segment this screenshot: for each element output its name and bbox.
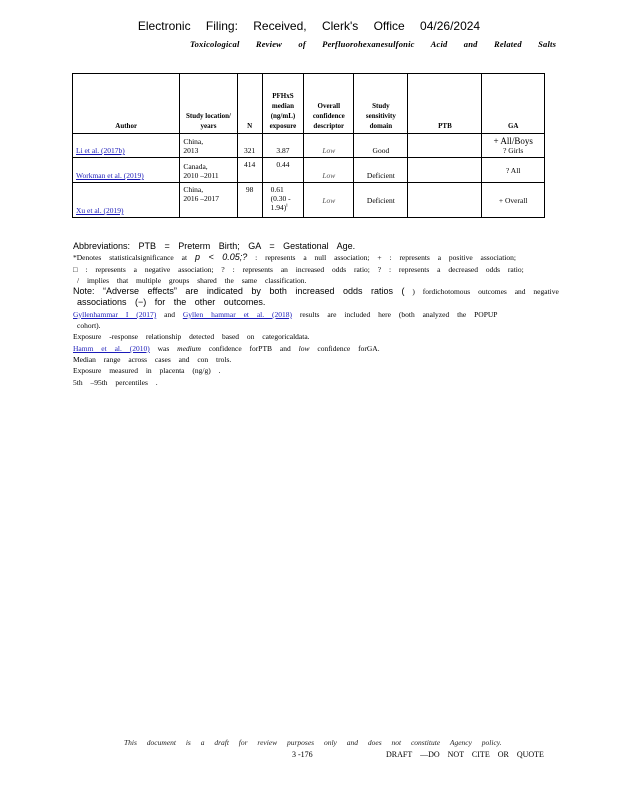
results-table [72,73,545,218]
gyllenhammar-note: Gyllenhammar I (2017) and Gyllen hammar et al. (2018) results are included here (both analyzed the POPUP [73,309,498,319]
groups-note: / implies that multiple groups shared the same classification. [77,275,307,285]
table-row [73,158,545,183]
ga-value: + Overall [482,183,545,218]
confidence-value: Low [304,134,354,158]
exposure-value: 3.87 [262,134,304,158]
sensitivity-value: Deficient [354,158,408,183]
associations-note: associations (−) for the other outcomes. [77,297,266,308]
exposure-value: 0.44 [262,158,304,183]
reference-link[interactable]: Gyllen hammar et al. (2018) [182,309,293,319]
reference-link[interactable]: Hamm et al. (2010) [73,343,150,353]
disclaimer-footer: This document is a draft for review purposes only and does not constitute Agency policy. [124,738,502,747]
sample-size: 321 [237,134,262,158]
header-study: Study location/ years [180,74,237,134]
confidence-value: Low [304,183,354,218]
header-ga: GA [482,74,545,134]
header-n: N [237,74,262,134]
author-link[interactable]: Li et al. (2017b) [73,134,180,158]
header-exposure: PFHxS median (ng/mL) exposure [262,74,304,134]
document-subtitle: Toxicological Review of Perfluorohexanesulfonic Acid and Related Salts [190,39,557,49]
exposure-response-note: Exposure -response relationship detected based on categoricaldata. [73,332,310,342]
header-author: Author [73,74,180,134]
study-location: Canada, 2010 –2011 [180,158,237,183]
hamm-note: Hamm et al. (2010) was medium confidence forPTB and low confidence forGA. [73,343,380,353]
table-header-row [73,74,545,134]
table-row [73,183,545,218]
cohort-note: cohort). [77,321,101,331]
page-number: 3 -176 [292,750,313,759]
significance-note: *Denotes statisticalsignificance at p < 0.05;? : represents a null association; + : represents a positive association; [73,252,516,263]
header-sensitivity: Study sensitivity domain [354,74,408,134]
header-ptb: PTB [408,74,482,134]
sample-size: 414 [237,158,262,183]
ga-value: ? All [482,158,545,183]
exposure-value: 0.61 (0.30 - 1.94)$^i$ [262,183,304,218]
abbreviations-note: Abbreviations: PTB = Preterm Birth; GA = Gestational Age. [73,241,356,251]
ptb-value [408,158,482,183]
sensitivity-value: Deficient [354,183,408,218]
study-location: China, 2013 [180,134,237,158]
filing-stamp: Electronic Filing: Received, Clerk's Office 04/26/2024 [137,19,481,33]
table-row [73,134,545,158]
legend-note: □ : represents a negative association; ? : represents an increased odds ratio; ? : represents a decreased odds ratio; [73,264,524,274]
author-link[interactable]: Xu et al. (2019) [73,183,180,218]
ptb-value [408,183,482,218]
median-range-note: Median range across cases and con trols. [73,354,232,364]
reference-link[interactable]: Gyllenhammar I (2017) [73,309,157,319]
confidence-value: Low [304,158,354,183]
sample-size: 98 [237,183,262,218]
header-confidence: Overall confidence descriptor [304,74,354,134]
sensitivity-value: Good [354,134,408,158]
ptb-value [408,134,482,158]
placenta-note: Exposure measured in placenta (ng/g) . [73,366,221,376]
ga-value: + All/Boys ? Girls [482,134,545,158]
draft-notice: DRAFT —DO NOT CITE OR QUOTE [386,750,544,759]
study-location: China, 2016 –2017 [180,183,237,218]
author-link[interactable]: Workman et al. (2019) [73,158,180,183]
percentiles-note: 5th –95th percentiles . [73,377,158,387]
adverse-effects-note: Note: “Adverse effects” are indicated by both increased odds ratios ( ) fordichotomous outcomes and negative [73,286,559,297]
table-notes [73,241,559,388]
